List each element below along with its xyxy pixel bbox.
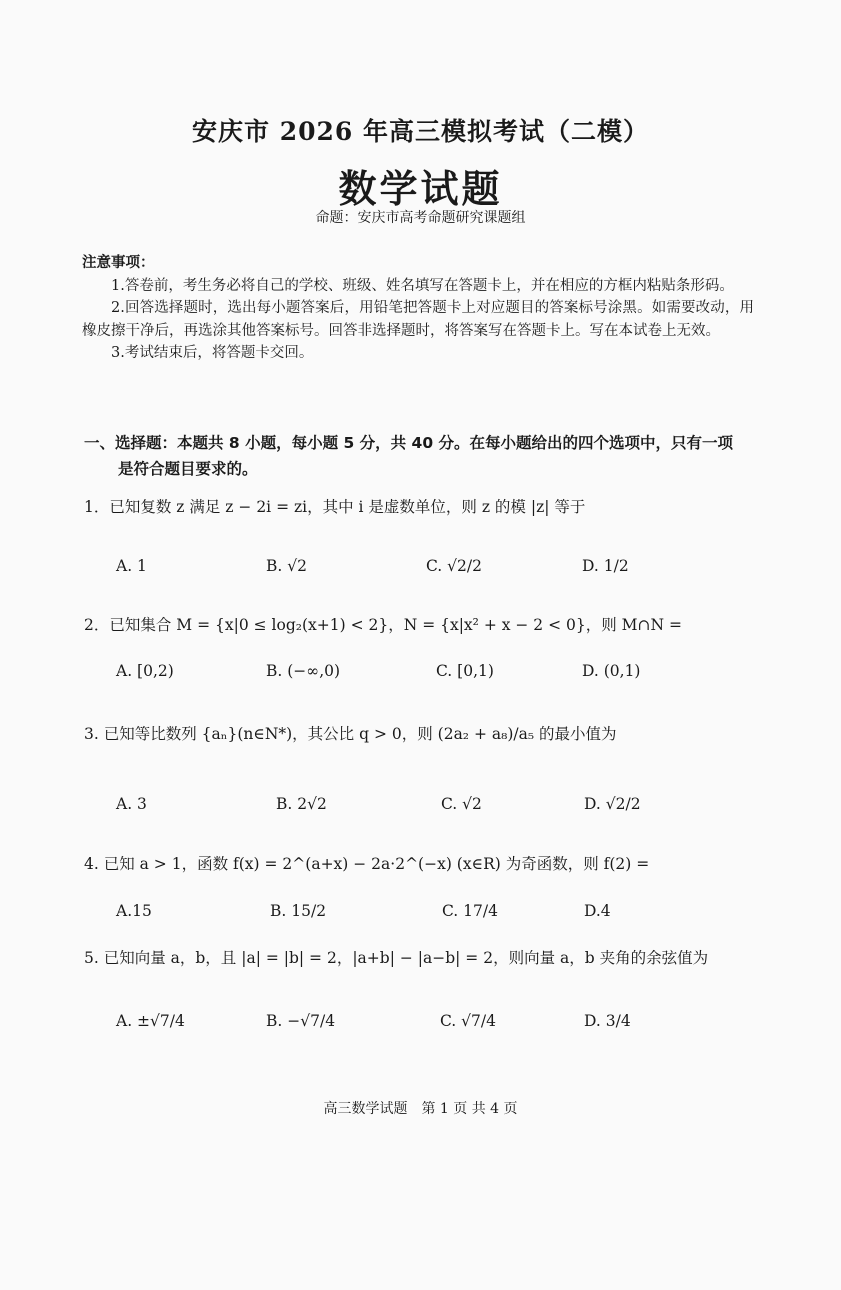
option-c: C. [0,1) [436, 662, 494, 680]
option-c: C. √2/2 [426, 557, 482, 575]
note-item: 1.答卷前，考生务必将自己的学校、班级、姓名填写在答题卡上，并在相应的方框内粘贴条形码。 [111, 277, 734, 294]
option-d: D. 3/4 [584, 1012, 631, 1030]
option-a: A.15 [116, 902, 152, 920]
option-d: D. (0,1) [582, 662, 641, 680]
option-b: B. √2 [266, 557, 307, 575]
page-footer: 高三数学试题 第 1 页 共 4 页 [323, 1101, 518, 1117]
option-d: D.4 [584, 902, 611, 920]
question-stem: 2．已知集合 M = {x|0 ≤ log₂(x+1) < 2}，N = {x|x² + x − 2 < 0}，则 M∩N = [84, 616, 682, 634]
option-a: A. 3 [116, 795, 147, 813]
option-c: C. √7/4 [440, 1012, 496, 1030]
section-heading-line: 一、选择题：本题共 8 小题，每小题 5 分，共 40 分。在每小题给出的四个选项中，只有一项 [84, 434, 734, 452]
exam-title: 安庆市 2026 年高三模拟考试（二模） [192, 117, 649, 146]
option-a: A. 1 [116, 557, 147, 575]
question-stem: 4. 已知 a > 1，函数 f(x) = 2^(a+x) − 2a·2^(−x) (x∈R) 为奇函数，则 f(2) = [84, 855, 650, 873]
option-d: D. 1/2 [582, 557, 629, 575]
note-item: 3.考试结束后，将答题卡交回。 [111, 345, 314, 361]
author-line: 命题：安庆市高考命题研究课题组 [315, 210, 526, 226]
notes-heading: 注意事项： [82, 255, 155, 271]
section-heading [84, 430, 756, 482]
option-a: A. [0,2) [116, 662, 174, 680]
question-stem: 3. 已知等比数列 {aₙ}(n∈N*)，其公比 q > 0，则 (2a₂ + a₈)/a₅ 的最小值为 [84, 725, 617, 743]
question-stem: 1．已知复数 z 满足 z − 2i = zi，其中 i 是虚数单位，则 z 的模 |z| 等于 [84, 498, 586, 516]
option-b: B. 15/2 [270, 902, 327, 920]
question-stem: 5. 已知向量 a，b，且 |a| = |b| = 2，|a+b| − |a−b| = 2，则向量 a，b 夹角的余弦值为 [84, 949, 709, 967]
option-d: D. √2/2 [584, 795, 641, 813]
note-item: 2.回答选择题时，选出每小题答案后，用铅笔把答题卡上对应题目的答案标号涂黑。如需要改动，用橡皮擦干净后，再选涂其他答案标号。回答非选择题时，将答案写在答题卡上。写在本试卷上无效。 [82, 300, 754, 339]
subject-title: 数学试题 [338, 166, 503, 211]
section-heading-line: 是符合题目要求的。 [118, 460, 258, 478]
option-c: C. 17/4 [442, 902, 498, 920]
option-b: B. (−∞,0) [266, 662, 341, 680]
notes-block [82, 252, 754, 365]
option-c: C. √2 [441, 795, 482, 813]
option-a: A. ±√7/4 [116, 1012, 185, 1030]
option-b: B. 2√2 [276, 795, 327, 813]
option-b: B. −√7/4 [266, 1012, 336, 1030]
